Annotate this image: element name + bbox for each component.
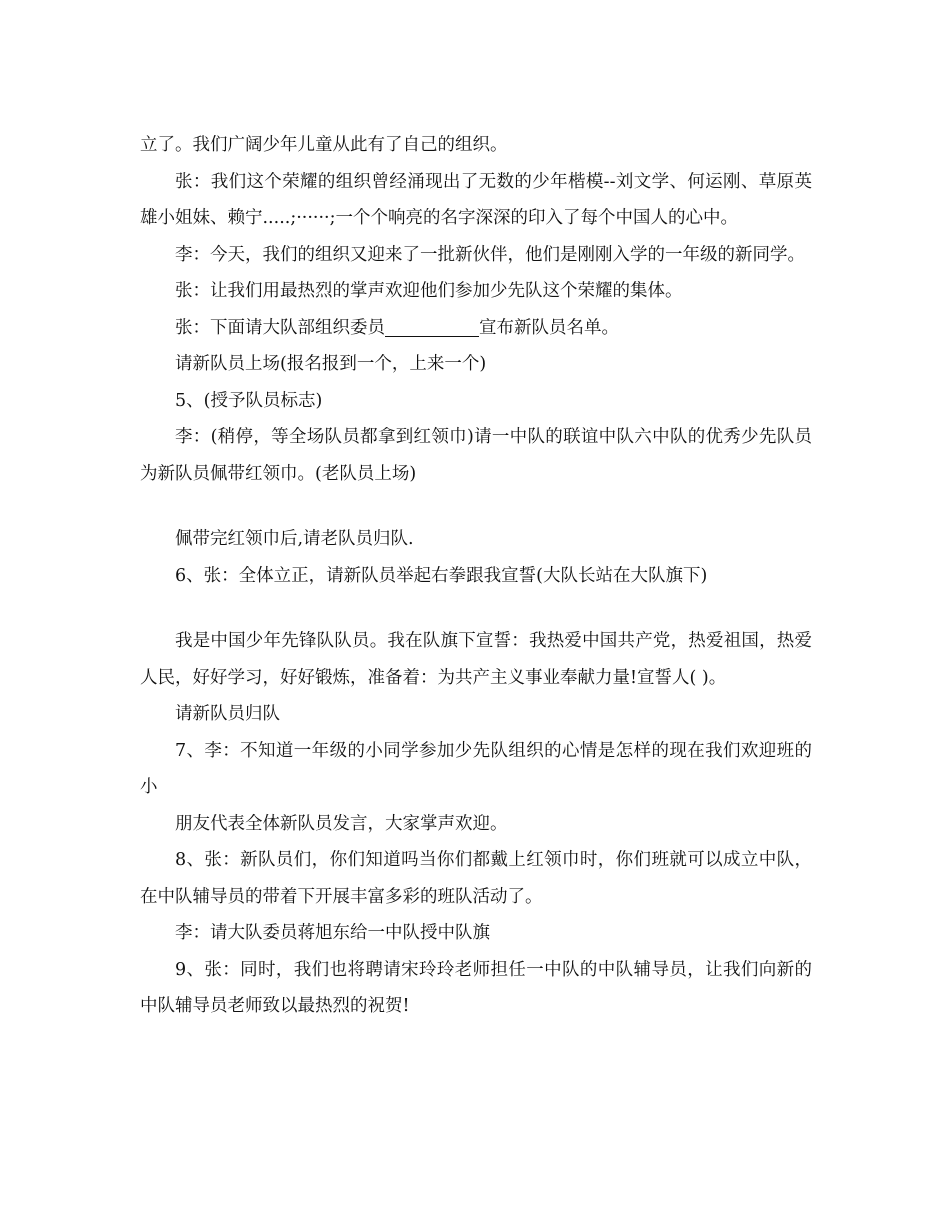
- announce-prefix: 张：下面请大队部组织委员: [175, 317, 385, 338]
- paragraph-li-flag: 李：请大队委员蒋旭东给一中队授中队旗: [175, 923, 490, 943]
- paragraph-continuation: 立了。我们广阔少年儿童从此有了自己的组织。: [140, 135, 508, 155]
- paragraph-oath-text: 我是中国少年先锋队队员。我在队旗下宣誓：我热爱中国共产党，热爱祖国，热爱人民，好好学习，好好锻炼，准备着：为共产主义事业奉献力量!宣誓人( )。: [140, 631, 812, 688]
- fill-in-blank-line: [385, 318, 479, 337]
- paragraph-step-9: 9、张：同时，我们也将聘请宋玲玲老师担任一中队的中队辅导员，让我们向新的中队辅导员老师致以最热烈的祝贺!: [140, 959, 812, 1016]
- paragraph-zhang-applause: 张：让我们用最热烈的掌声欢迎他们参加少先队这个荣耀的集体。: [175, 281, 683, 301]
- paragraph-li-red-scarf: 李：(稍停，等全场队员都拿到红领巾)请一中队的联谊中队六中队的优秀少先队员为新队员佩带红领巾。(老队员上场): [140, 427, 812, 484]
- paragraph-step-5: 5、(授予队员标志): [175, 390, 323, 411]
- paragraph-zhang-announce-list: [140, 310, 812, 347]
- paragraph-gap: [140, 594, 812, 623]
- paragraph-zhang-role-models: 张：我们这个荣耀的组织曾经涌现出了无数的少年楷模--刘文学、何运刚、草原英雄小姐妹、赖宁.....;······;一个个响亮的名字深深的印入了每个中国人的心中。: [140, 171, 812, 228]
- document-body: [140, 127, 812, 1025]
- paragraph-representative-speech: 朋友代表全体新队员发言，大家掌声欢迎。: [175, 813, 508, 834]
- paragraph-old-members-return: 佩带完红领巾后,请老队员归队.: [175, 529, 414, 549]
- paragraph-step-6-oath: 6、张：全体立正，请新队员举起右拳跟我宣誓(大队长站在大队旗下): [175, 565, 708, 586]
- paragraph-step-8: 8、张：新队员们，你们知道吗当你们都戴上红领巾时，你们班就可以成立中队，在中队辅导员的带着下开展丰富多彩的班队活动了。: [140, 850, 812, 907]
- paragraph-new-members-return: 请新队员归队: [175, 704, 280, 724]
- paragraph-gap: [140, 492, 812, 521]
- announce-suffix: 宣布新队员名单。: [479, 317, 619, 338]
- paragraph-step-7: 7、李：不知道一年级的小同学参加少先队组织的心情是怎样的现在我们欢迎班的小: [140, 740, 812, 797]
- paragraph-li-new-partners: 李：今天，我们的组织又迎来了一批新伙伴，他们是刚刚入学的一年级的新同学。: [175, 244, 805, 265]
- paragraph-new-members-enter: 请新队员上场(报名报到一个，上来一个): [175, 354, 487, 374]
